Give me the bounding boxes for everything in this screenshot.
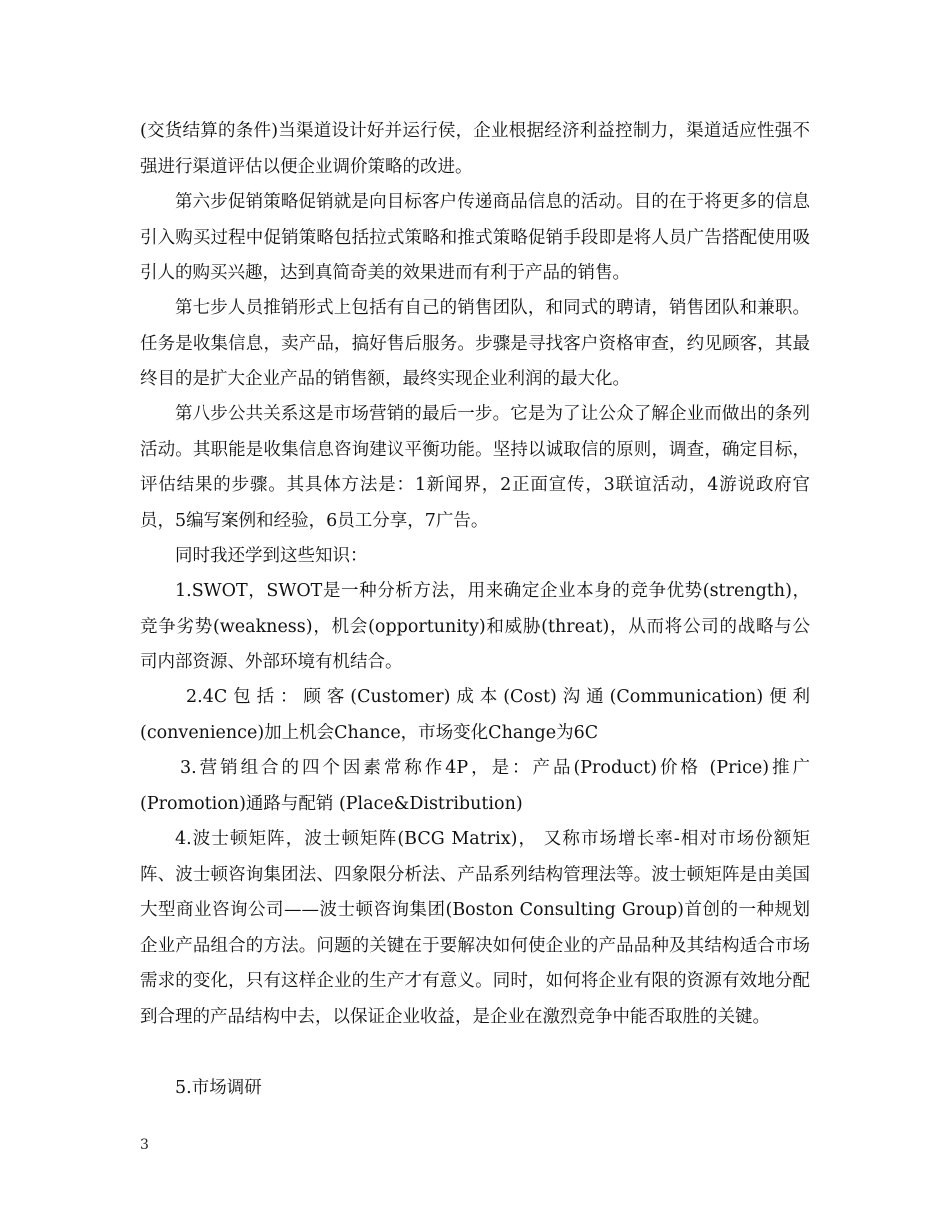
paragraph-market-research: 5.市场调研 (175, 1078, 262, 1098)
paragraph-bcg-matrix: 4.波士顿矩阵，波士顿矩阵(BCG Matrix)， 又称市场增长率-相对市场份额矩阵、波士顿咨询集团法、四象限分析法、产品系列结构管理法等。波士顿矩阵是由美国大型商业咨询公司——波士顿咨询集团(Boston Consulting Group)首创的一种规划企业产品组合的方法。问题的关键在于要解决如何使企业的产品品种及其结构适合市场需求的变化，只有这样企业的生产才有意义。同时，如何将企业有限的资源有效地分配到合理的产品结构中去，以保证企业收益，是企业在激烈竞争中能否取胜的关键。 (140, 829, 810, 1027)
paragraph-step-eight-public-relations: 第八步公共关系这是市场营销的最后一步。它是为了让公众了解企业而做出的条列活动。其职能是收集信息咨询建议平衡功能。坚持以诚取信的原则，调查，确定目标，评估结果的步骤。其具体方法是：1新闻界，2正面宣传，3联谊活动，4游说政府官员，5编写案例和经验，6员工分享，7广告。 (140, 404, 810, 531)
paragraph-swot: 1.SWOT，SWOT是一种分析方法，用来确定企业本身的竞争优势(strength)，竞争劣势(weakness)，机会(opportunity)和威胁(threat)，从而将公司的战略与公司内部资源、外部环境有机结合。 (140, 581, 810, 672)
paragraph-4c: 2.4C包括：顾客(Customer)成本(Cost)沟通(Communication)便利(convenience)加上机会Chance，市场变化Change为6C (140, 687, 810, 743)
paragraph-also-learned: 同时我还学到这些知识： (175, 546, 368, 566)
paragraph-step-seven-personal-selling: 第七步人员推销形式上包括有自己的销售团队，和同式的聘请，销售团队和兼职。任务是收集信息，卖产品，搞好售后服务。步骤是寻找客户资格审查，约见顾客，其最终目的是扩大企业产品的销售额，最终实现企业利润的最大化。 (140, 298, 810, 389)
page-number: 3 (140, 1137, 149, 1153)
paragraph-4p: 3.营销组合的四个因素常称作4P，是：产品(Product)价格 (Price)推广(Promotion)通路与配销 (Place&Distribution) (140, 758, 810, 814)
paragraph-channel-evaluation: (交货结算的条件)当渠道设计好并运行侯，企业根据经济利益控制力，渠道适应性强不强进行渠道评估以便企业调价策略的改进。 (140, 121, 810, 177)
paragraph-step-six-promotion: 第六步促销策略促销就是向目标客户传递商品信息的活动。目的在于将更多的信息引入购买过程中促销策略包括拉式策略和推式策略促销手段即是将人员广告搭配使用吸引人的购买兴趣，达到真简奇美的效果进而有利于产品的销售。 (140, 192, 810, 283)
